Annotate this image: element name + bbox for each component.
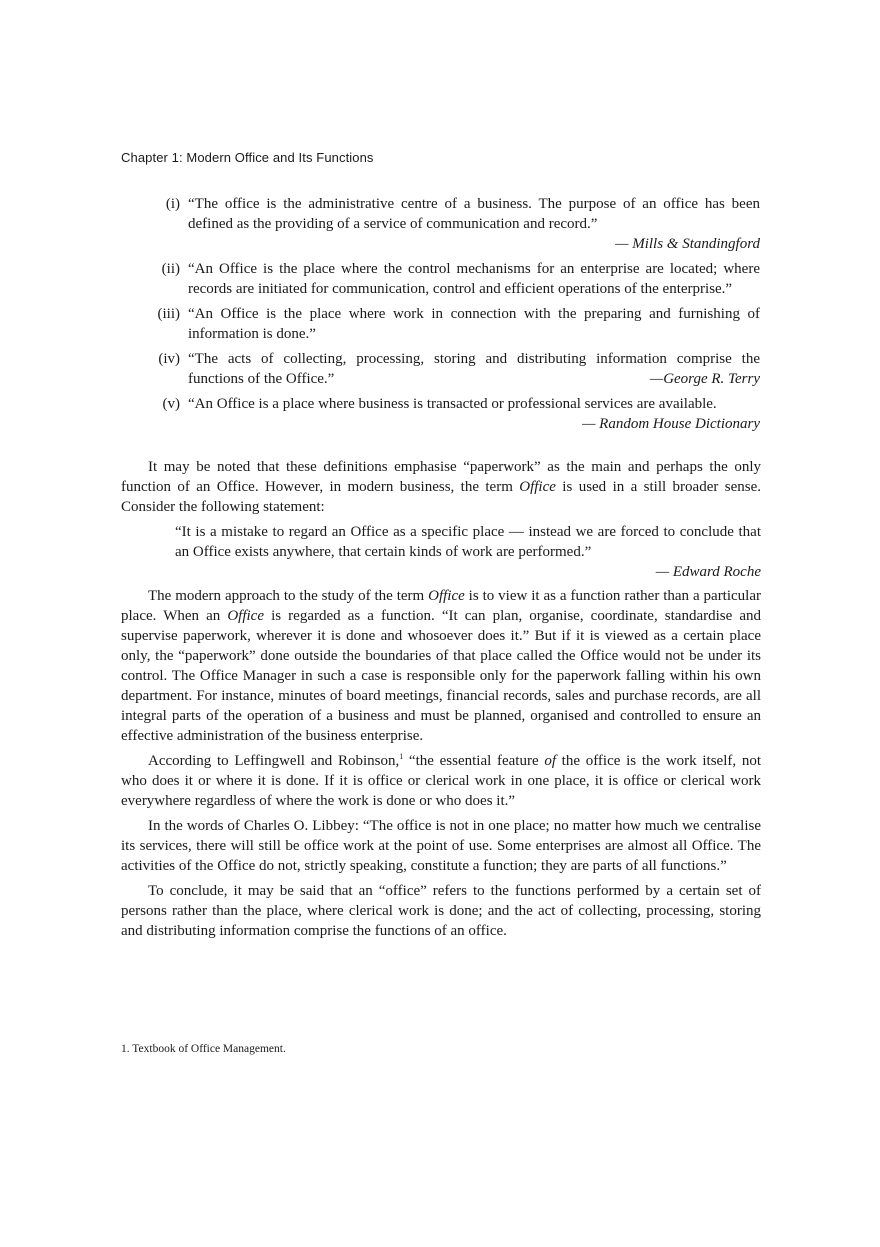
definitions-list xyxy=(140,194,760,439)
running-head: Chapter 1: Modern Office and Its Functions xyxy=(121,150,374,165)
definition-text: “An Office is a place where business is transacted or professional services are available. xyxy=(188,396,717,412)
definition-text-line1: “The acts of collecting, processing, storing and distributing information comprise the xyxy=(188,351,760,367)
emphasis-term: Office xyxy=(519,479,556,495)
paragraph-text: “the essential feature xyxy=(403,753,545,769)
paragraph xyxy=(121,751,761,811)
definition-number: (iv) xyxy=(158,351,180,367)
definition-item xyxy=(140,394,760,434)
definition-item xyxy=(140,304,760,344)
definition-number: (iii) xyxy=(157,306,180,322)
paragraph-text: The modern approach to the study of the term xyxy=(148,588,429,604)
definition-text: “The office is the administrative centre of a business. The purpose of an office has been defined as the providing of a service of communication and record.” xyxy=(188,196,760,232)
definition-number: (v) xyxy=(162,396,180,412)
paragraph xyxy=(121,457,761,517)
paragraph-text: is to view it as a function rather than a particular place. When an xyxy=(121,588,761,624)
definition-text-line2: functions of the Office.” xyxy=(188,371,335,387)
emphasis-term: Office xyxy=(227,608,264,624)
footnote-marker: 1 xyxy=(399,752,404,761)
definition-line-with-attribution xyxy=(188,369,760,389)
emphasis-term: of xyxy=(544,753,556,769)
paragraph xyxy=(121,586,761,746)
paragraph: To conclude, it may be said that an “office” refers to the functions performed by a certain set of persons rather than the place, where clerical work is done; and the act of collecting, processing, storing and distributing information comprise the functions of an office. xyxy=(121,883,761,939)
paragraph: In the words of Charles O. Libbey: “The office is not in one place; no matter how much we centralise its services, there will still be office work at the point of use. Some enterprises are almost all Office. The activities of the Office do not, strictly speaking, constitute a function; they are parts of all functions.” xyxy=(121,818,761,874)
emphasis-term: Office xyxy=(428,588,465,604)
definition-item xyxy=(140,194,760,254)
paragraph-text: It may be noted that these definitions emphasise “paperwork” as the main and perhaps the only function of an Office. However, in modern business, the term xyxy=(121,459,761,495)
definition-item xyxy=(140,349,760,389)
quote-attribution: — Edward Roche xyxy=(655,564,761,580)
definition-number: (i) xyxy=(165,196,180,212)
paragraph-text: is used in a still broader sense. Consider the following statement: xyxy=(121,479,761,515)
footnote: 1. Textbook of Office Management. xyxy=(121,1043,286,1055)
paragraph-text: According to Leffingwell and Robinson, xyxy=(148,753,400,769)
block-quote: “It is a mistake to regard an Office as a specific place — instead we are forced to conclude that an Office exists anywhere, that certain kinds of work are performed.” xyxy=(175,524,761,560)
definition-attribution: — Random House Dictionary xyxy=(582,416,760,432)
definition-number: (ii) xyxy=(161,261,180,277)
body-text xyxy=(121,457,761,946)
paragraph-text: the office is the work itself, not who does it or where it is done. If it is office or clerical work in one place, it is office or clerical work everywhere regardless of where the work is done or who does it.” xyxy=(121,753,761,809)
definition-text: “An Office is the place where the control mechanisms for an enterprise are located; where records are initiated for communication, control and efficient operations of the enterprise.” xyxy=(188,261,760,297)
definition-attribution: —George R. Terry xyxy=(649,371,760,387)
definition-text: “An Office is the place where work in connection with the preparing and furnishing of information is done.” xyxy=(188,306,760,342)
definition-attribution: — Mills & Standingford xyxy=(615,236,760,252)
definition-item xyxy=(140,259,760,299)
paragraph-text: is regarded as a function. “It can plan, organise, coordinate, standardise and supervise paperwork, wherever it is done and whosoever does it.” But if it is viewed as a certain place only, the “paperwork” done outside the boundaries of that place called the Office would not be under its control. The Office Manager in such a case is responsible only for the paperwork falling within his own department. For instance, minutes of board meetings, financial records, sales and purchase records, are all integral parts of the operation of a business and must be planned, organised and controlled to ensure an effective administration of the business enterprise. xyxy=(121,608,762,744)
